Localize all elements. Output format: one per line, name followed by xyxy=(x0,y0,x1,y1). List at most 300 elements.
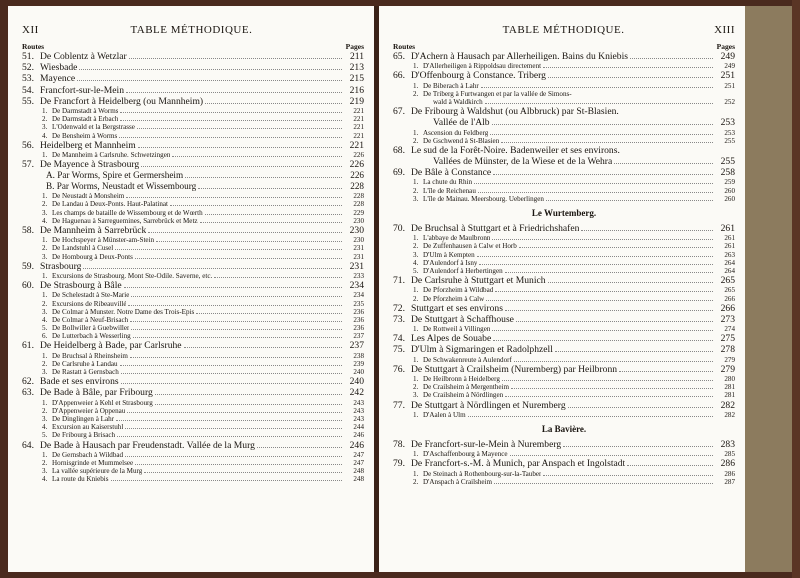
dot-leader xyxy=(172,156,342,157)
page-number: 236 xyxy=(353,307,364,316)
entry-title: De Fribourg à Waldshut (ou Albbruck) par St-Blasien. xyxy=(411,106,619,118)
page-number: 259 xyxy=(724,178,735,187)
entry-title: De Stuttgart à Nördlingen et Nuremberg xyxy=(411,399,566,411)
dot-leader xyxy=(495,291,713,292)
toc-entry xyxy=(393,364,735,375)
entry-number: 1. xyxy=(42,351,48,360)
page-number: 266 xyxy=(720,302,735,314)
toc-subentry xyxy=(393,470,735,478)
entry-title: B. Par Worms, Neustadt et Wissembourg xyxy=(46,181,197,192)
page-number: 286 xyxy=(720,458,735,470)
entry-title: A. Par Worms, Spire et Germersheim xyxy=(46,170,184,181)
entry-title: De Steinach à Rothenbourg-sur-la-Tauber xyxy=(423,469,542,478)
book-edge xyxy=(792,0,800,578)
entry-number: 3. xyxy=(413,391,419,400)
entry-number: 51. xyxy=(22,51,34,62)
page-number: 265 xyxy=(724,286,735,295)
entry-number: 2. xyxy=(42,200,48,209)
page-number: 236 xyxy=(353,315,364,324)
toc-subentry xyxy=(393,356,735,364)
toc-subentry xyxy=(393,251,735,259)
dot-leader xyxy=(135,464,342,465)
dot-leader xyxy=(543,475,713,476)
page-number: 278 xyxy=(720,344,735,356)
entry-number: 1. xyxy=(413,375,419,383)
toc-list xyxy=(22,51,364,483)
page-number: 261 xyxy=(724,242,735,251)
page-number: 230 xyxy=(353,236,364,245)
toc-subentry xyxy=(393,242,735,250)
dot-leader xyxy=(492,330,713,331)
entry-number: 1. xyxy=(413,128,419,137)
page-number: 237 xyxy=(349,340,364,352)
toc-entry xyxy=(393,223,735,234)
toc-entry xyxy=(393,51,735,62)
entry-title: Excursion au Kaiserstuhl xyxy=(52,423,124,432)
page-number: 221 xyxy=(353,106,364,115)
entry-number: 53. xyxy=(22,73,34,85)
entry-title: Bade et ses environs xyxy=(40,376,119,388)
entry-number: 2. xyxy=(42,244,48,253)
toc-subentry xyxy=(393,195,735,203)
page-number: 274 xyxy=(724,325,735,334)
dot-leader xyxy=(155,404,342,405)
toc-entry xyxy=(22,181,364,192)
entry-title: De Heidelberg à Bade, par Carlsruhe xyxy=(40,340,182,352)
entry-title: L'île de Mainau. Meersbourg. Ueberlingen xyxy=(423,194,544,203)
toc-subentry xyxy=(22,332,364,340)
page-number: 221 xyxy=(353,131,364,140)
dot-leader xyxy=(478,192,713,193)
entry-title: D'Appenweier à Oppenau xyxy=(52,406,126,415)
page-number: 266 xyxy=(724,294,735,303)
dot-leader xyxy=(257,447,342,448)
toc-entry xyxy=(22,440,364,451)
entry-title: Heidelberg et Mannheim xyxy=(40,139,136,151)
toc-entry xyxy=(393,303,735,314)
entry-title: De Fribourg à Brisach xyxy=(52,431,116,440)
entry-title: De Francfort à Heidelberg (ou Mannheim) xyxy=(40,95,204,107)
entry-title: Vallée de l'Alb xyxy=(433,117,490,129)
toc-subentry xyxy=(22,360,364,368)
entry-title: Les Alpes de Souabe xyxy=(411,333,492,345)
dot-leader xyxy=(505,396,713,397)
toc-subentry xyxy=(393,234,735,242)
dot-leader xyxy=(543,67,713,68)
entry-number: 5. xyxy=(42,324,48,333)
dot-leader xyxy=(130,321,342,322)
dot-leader xyxy=(492,124,713,125)
entry-number: 61. xyxy=(22,340,34,352)
dot-leader xyxy=(185,177,342,178)
routes-header: Routes xyxy=(393,42,416,51)
entry-title: De Crailsheim à Mergentheim xyxy=(423,383,509,392)
entry-title: De Bensheim à Worms xyxy=(52,131,118,140)
folio: XIII xyxy=(714,24,735,36)
entry-title: D'Ulm à Sigmaringen et Radolphzell xyxy=(411,344,553,356)
entry-title: D'Aulendorf à Isny xyxy=(423,258,478,267)
page-number: 251 xyxy=(724,81,735,90)
dot-leader xyxy=(77,80,342,81)
entry-title: L'abbaye de Maulbronn xyxy=(423,234,491,243)
page-number: 215 xyxy=(349,73,364,85)
entry-title: De Bade à Hausach par Freudenstadt. Vallée de la Murg xyxy=(40,439,255,451)
page-number: 252 xyxy=(724,97,735,106)
toc-entry xyxy=(393,275,735,286)
entry-number: 6. xyxy=(42,332,48,341)
page-number: 263 xyxy=(724,250,735,259)
dot-leader xyxy=(494,483,713,484)
page-number: 286 xyxy=(724,469,735,478)
toc-subentry xyxy=(393,375,735,383)
dot-leader xyxy=(568,407,713,408)
entry-title: Ascension du Feldberg xyxy=(423,128,489,137)
toc-subentry xyxy=(393,62,735,70)
entry-number: 2. xyxy=(42,359,48,368)
dot-leader xyxy=(614,163,713,164)
toc-entry xyxy=(22,96,364,107)
page-number: 260 xyxy=(724,186,735,195)
entry-number: 1. xyxy=(42,291,48,300)
entry-title: Excursions de Strasbourg. Mont Ste-Odile. Saverne, etc. xyxy=(52,271,213,280)
toc-entry xyxy=(393,439,735,450)
page-number: 273 xyxy=(720,313,735,325)
page-number: 283 xyxy=(720,438,735,450)
column-headers xyxy=(22,42,364,51)
dot-leader xyxy=(115,249,342,250)
entry-number: 3. xyxy=(413,250,419,259)
dot-leader xyxy=(563,446,713,447)
entry-title: De Hochspeyer à Münster-am-Stein xyxy=(52,236,155,245)
toc-subentry xyxy=(22,253,364,261)
entry-number: 60. xyxy=(22,280,34,292)
dot-leader xyxy=(479,264,713,265)
entry-number: 3. xyxy=(42,467,48,476)
entry-number: 1. xyxy=(413,355,419,364)
entry-number: 59. xyxy=(22,260,34,272)
dot-leader xyxy=(505,310,713,311)
toc-subentry xyxy=(393,129,735,137)
entry-number: 65. xyxy=(393,51,405,62)
entry-title: De Landau à Deux-Ponts. Haut-Palatinat xyxy=(52,200,169,209)
entry-title: De Lutterbach à Wesserling xyxy=(52,332,131,341)
page-number: 255 xyxy=(724,136,735,145)
page-number: 248 xyxy=(353,475,364,484)
entry-title: De Zuffenhausen à Calw et Horb xyxy=(423,242,517,251)
toc-entry xyxy=(393,344,735,355)
entry-number: 5. xyxy=(413,266,419,275)
dot-leader xyxy=(627,465,713,466)
entry-number: 57. xyxy=(22,159,34,171)
dot-leader xyxy=(205,214,342,215)
page-number: 279 xyxy=(720,363,735,375)
dot-leader xyxy=(198,188,342,189)
toc-entry xyxy=(393,145,735,156)
toc-entry xyxy=(393,400,735,411)
entry-title: La vallée supérieure de la Murg xyxy=(52,467,143,476)
entry-title: De Darmstadt à Worms xyxy=(52,106,119,115)
entry-number: 1. xyxy=(42,271,48,280)
dot-leader xyxy=(133,337,342,338)
toc-entry xyxy=(22,85,364,96)
entry-number: 2. xyxy=(42,458,48,467)
page-number: 253 xyxy=(724,128,735,137)
toc-entry xyxy=(22,376,364,387)
dot-leader xyxy=(120,120,342,121)
dot-leader xyxy=(126,197,342,198)
toc-subentry xyxy=(22,324,364,332)
toc-entry xyxy=(393,106,735,117)
entry-title: De Mannheim à Sarrebrück xyxy=(40,225,147,236)
entry-number: 71. xyxy=(393,275,405,287)
entry-title: De Darmstadt à Erbach xyxy=(52,115,119,124)
page-number: 242 xyxy=(349,387,364,399)
toc-subentry xyxy=(22,368,364,376)
entry-title: De Neustadt à Monsheim xyxy=(52,192,125,201)
toc-entry xyxy=(22,140,364,151)
toc-subentry xyxy=(22,244,364,252)
entry-number: 1. xyxy=(413,469,419,478)
toc-subentry xyxy=(22,399,364,407)
page-number: 275 xyxy=(720,333,735,345)
entry-title: De Stuttgart à Crailsheim (Nuremberg) par Heilbronn xyxy=(411,363,618,375)
page-number: 221 xyxy=(353,123,364,132)
page-number: 281 xyxy=(724,383,735,392)
toc-subentry xyxy=(22,123,364,131)
entry-title: De Crailsheim à Nördlingen xyxy=(423,391,504,400)
section-heading xyxy=(393,419,735,439)
entry-title: De Bade à Bâle, par Fribourg xyxy=(40,387,153,399)
dot-leader xyxy=(510,455,713,456)
toc-subentry xyxy=(22,467,364,475)
toc-subentry xyxy=(22,192,364,200)
dot-leader xyxy=(519,247,713,248)
dot-leader xyxy=(126,92,342,93)
page-number: 249 xyxy=(724,62,735,71)
entry-title: De Mannheim à Carlsruhe. Schwetzingen xyxy=(52,150,171,159)
dot-leader xyxy=(148,232,342,233)
entry-title: D'Offenbourg à Constance. Triberg xyxy=(411,70,546,82)
dot-leader xyxy=(492,239,713,240)
entry-number: 4. xyxy=(42,216,48,225)
entry-number: 3. xyxy=(42,307,48,316)
dot-leader xyxy=(119,137,342,138)
dot-leader xyxy=(214,277,342,278)
toc-entry xyxy=(393,333,735,344)
entry-number: 4. xyxy=(42,475,48,484)
entry-number: 2. xyxy=(413,89,419,98)
dot-leader xyxy=(474,183,713,184)
page-number: 251 xyxy=(720,70,735,82)
section-title: Le Wurtemberg. xyxy=(531,208,597,218)
dot-leader xyxy=(511,388,713,389)
entry-number: 4. xyxy=(42,315,48,324)
toc-subentry xyxy=(393,178,735,186)
page-number: 234 xyxy=(353,291,364,300)
dot-leader xyxy=(121,373,342,374)
entry-number: 63. xyxy=(22,387,34,399)
dot-leader xyxy=(125,428,342,429)
entry-number: 3. xyxy=(42,414,48,423)
page-number: 226 xyxy=(353,150,364,159)
page-number: 228 xyxy=(350,181,364,192)
toc-entry xyxy=(22,387,364,398)
page-number: 240 xyxy=(349,376,364,388)
dot-leader xyxy=(111,480,342,481)
entry-title: Excursions de Ribeauvillé xyxy=(52,299,127,308)
entry-title: De Pforzheim à Wildbad xyxy=(423,286,494,295)
dot-leader xyxy=(170,205,342,206)
entry-number: 3. xyxy=(42,208,48,217)
page-number: 236 xyxy=(353,324,364,333)
page-number: 243 xyxy=(353,414,364,423)
page-number: 213 xyxy=(349,62,364,74)
entry-title: D'Aschaffenbourg à Mayence xyxy=(423,450,508,459)
page-number: 221 xyxy=(353,115,364,124)
dot-leader xyxy=(135,258,342,259)
toc-entry xyxy=(22,159,364,170)
dot-leader xyxy=(555,351,713,352)
entry-title: De Bruchsal à Rheinsheim xyxy=(52,351,128,360)
page-number: 234 xyxy=(349,280,364,292)
page-number: 282 xyxy=(724,410,735,419)
page-number: 237 xyxy=(353,332,364,341)
toc-entry xyxy=(393,167,735,178)
entry-number: 58. xyxy=(22,225,34,236)
dot-leader xyxy=(477,256,713,257)
dot-leader xyxy=(184,347,342,348)
page-number: 228 xyxy=(353,200,364,209)
toc-subentry xyxy=(393,267,735,275)
dot-leader xyxy=(502,380,713,381)
entry-number: 56. xyxy=(22,139,34,151)
page-number: 264 xyxy=(724,266,735,275)
entry-number: 76. xyxy=(393,363,405,375)
page-number: 282 xyxy=(720,399,735,411)
toc-subentry xyxy=(22,423,364,431)
entry-number: 4. xyxy=(413,258,419,267)
entry-title: De Carlsruhe à Stuttgart et Munich xyxy=(411,275,546,287)
page-number: 247 xyxy=(353,458,364,467)
dot-leader xyxy=(124,287,342,288)
entry-number: 1. xyxy=(413,178,419,187)
dot-leader xyxy=(117,436,342,437)
dot-leader xyxy=(138,147,342,148)
page-number: 231 xyxy=(349,260,364,272)
dot-leader xyxy=(120,365,342,366)
entry-number: 1. xyxy=(42,106,48,115)
page-number: 228 xyxy=(353,192,364,201)
entry-title: De Hombourg à Deux-Ponts xyxy=(52,252,133,261)
entry-number: 1. xyxy=(413,410,419,419)
entry-title: Strasbourg xyxy=(40,260,82,272)
section-title: La Bavière. xyxy=(541,423,587,434)
left-page xyxy=(8,6,374,572)
entry-number: 52. xyxy=(22,62,34,74)
dot-leader xyxy=(516,321,713,322)
dot-leader xyxy=(514,361,713,362)
entry-number: 70. xyxy=(393,223,405,234)
page-number: 246 xyxy=(353,431,364,440)
right-page xyxy=(379,6,745,572)
page-number: 240 xyxy=(353,368,364,376)
page-number: 280 xyxy=(724,375,735,383)
toc-subentry xyxy=(22,352,364,360)
dot-leader xyxy=(493,340,713,341)
dot-leader xyxy=(468,416,713,417)
page-number: 258 xyxy=(720,167,735,179)
entry-title: De Strasbourg à Bâle xyxy=(40,280,122,292)
page-number: 279 xyxy=(724,355,735,364)
entry-title: De Francfort-sur-le-Mein à Nuremberg xyxy=(411,438,562,450)
entry-title: De Biberach à Lahr xyxy=(423,81,479,90)
entry-number: 78. xyxy=(393,438,405,450)
entry-number: 2. xyxy=(42,406,48,415)
entry-number: 5. xyxy=(42,431,48,440)
entry-number: 1. xyxy=(42,150,48,159)
dot-leader xyxy=(130,357,342,358)
entry-number: 2. xyxy=(413,383,419,392)
toc-subentry xyxy=(393,98,735,106)
column-headers xyxy=(393,42,735,51)
toc-list xyxy=(393,51,735,486)
page-number: 243 xyxy=(353,398,364,407)
toc-subentry xyxy=(22,459,364,467)
entry-number: 1. xyxy=(42,236,48,245)
entry-number: 1. xyxy=(413,81,419,90)
entry-title: De Rastatt à Gernsbach xyxy=(52,368,119,376)
toc-subentry xyxy=(22,236,364,244)
entry-number: 4. xyxy=(42,131,48,140)
page-number: 249 xyxy=(720,51,735,62)
entry-title: wald à Waldkirch xyxy=(433,97,483,106)
page-number: 239 xyxy=(353,359,364,368)
entry-number: 1. xyxy=(413,234,419,243)
toc-subentry xyxy=(393,187,735,195)
entry-title: De Stuttgart à Schaffhouse xyxy=(411,313,514,325)
dot-leader xyxy=(546,200,713,201)
entry-title: De Schwakenreute à Aulendorf xyxy=(423,355,512,364)
entry-title: D'Anspach à Crailsheim xyxy=(423,477,493,486)
entry-number: 1. xyxy=(413,62,419,71)
page-number: 230 xyxy=(353,216,364,225)
page-number: 281 xyxy=(724,391,735,400)
dot-leader xyxy=(548,77,713,78)
toc-entry xyxy=(22,170,364,181)
toc-subentry xyxy=(393,82,735,90)
toc-entry xyxy=(22,340,364,351)
toc-subentry xyxy=(22,291,364,299)
toc-subentry xyxy=(393,411,735,419)
entry-number: 3. xyxy=(42,368,48,376)
entry-title: De Rottweil à Villingen xyxy=(423,325,491,334)
dot-leader xyxy=(137,128,342,129)
toc-subentry xyxy=(393,286,735,294)
dot-leader xyxy=(200,222,342,223)
toc-subentry xyxy=(22,431,364,439)
dot-leader xyxy=(501,142,713,143)
toc-subentry xyxy=(22,300,364,308)
entry-title: De Mayence à Strasbourg xyxy=(40,159,140,171)
page-number: 246 xyxy=(349,439,364,451)
page-number: 221 xyxy=(349,139,364,151)
entry-number: 2. xyxy=(42,299,48,308)
entry-number: 2. xyxy=(413,136,419,145)
entry-number: 3. xyxy=(42,252,48,261)
page-number: 248 xyxy=(353,467,364,476)
page-number: 219 xyxy=(349,95,364,107)
toc-subentry xyxy=(393,383,735,391)
